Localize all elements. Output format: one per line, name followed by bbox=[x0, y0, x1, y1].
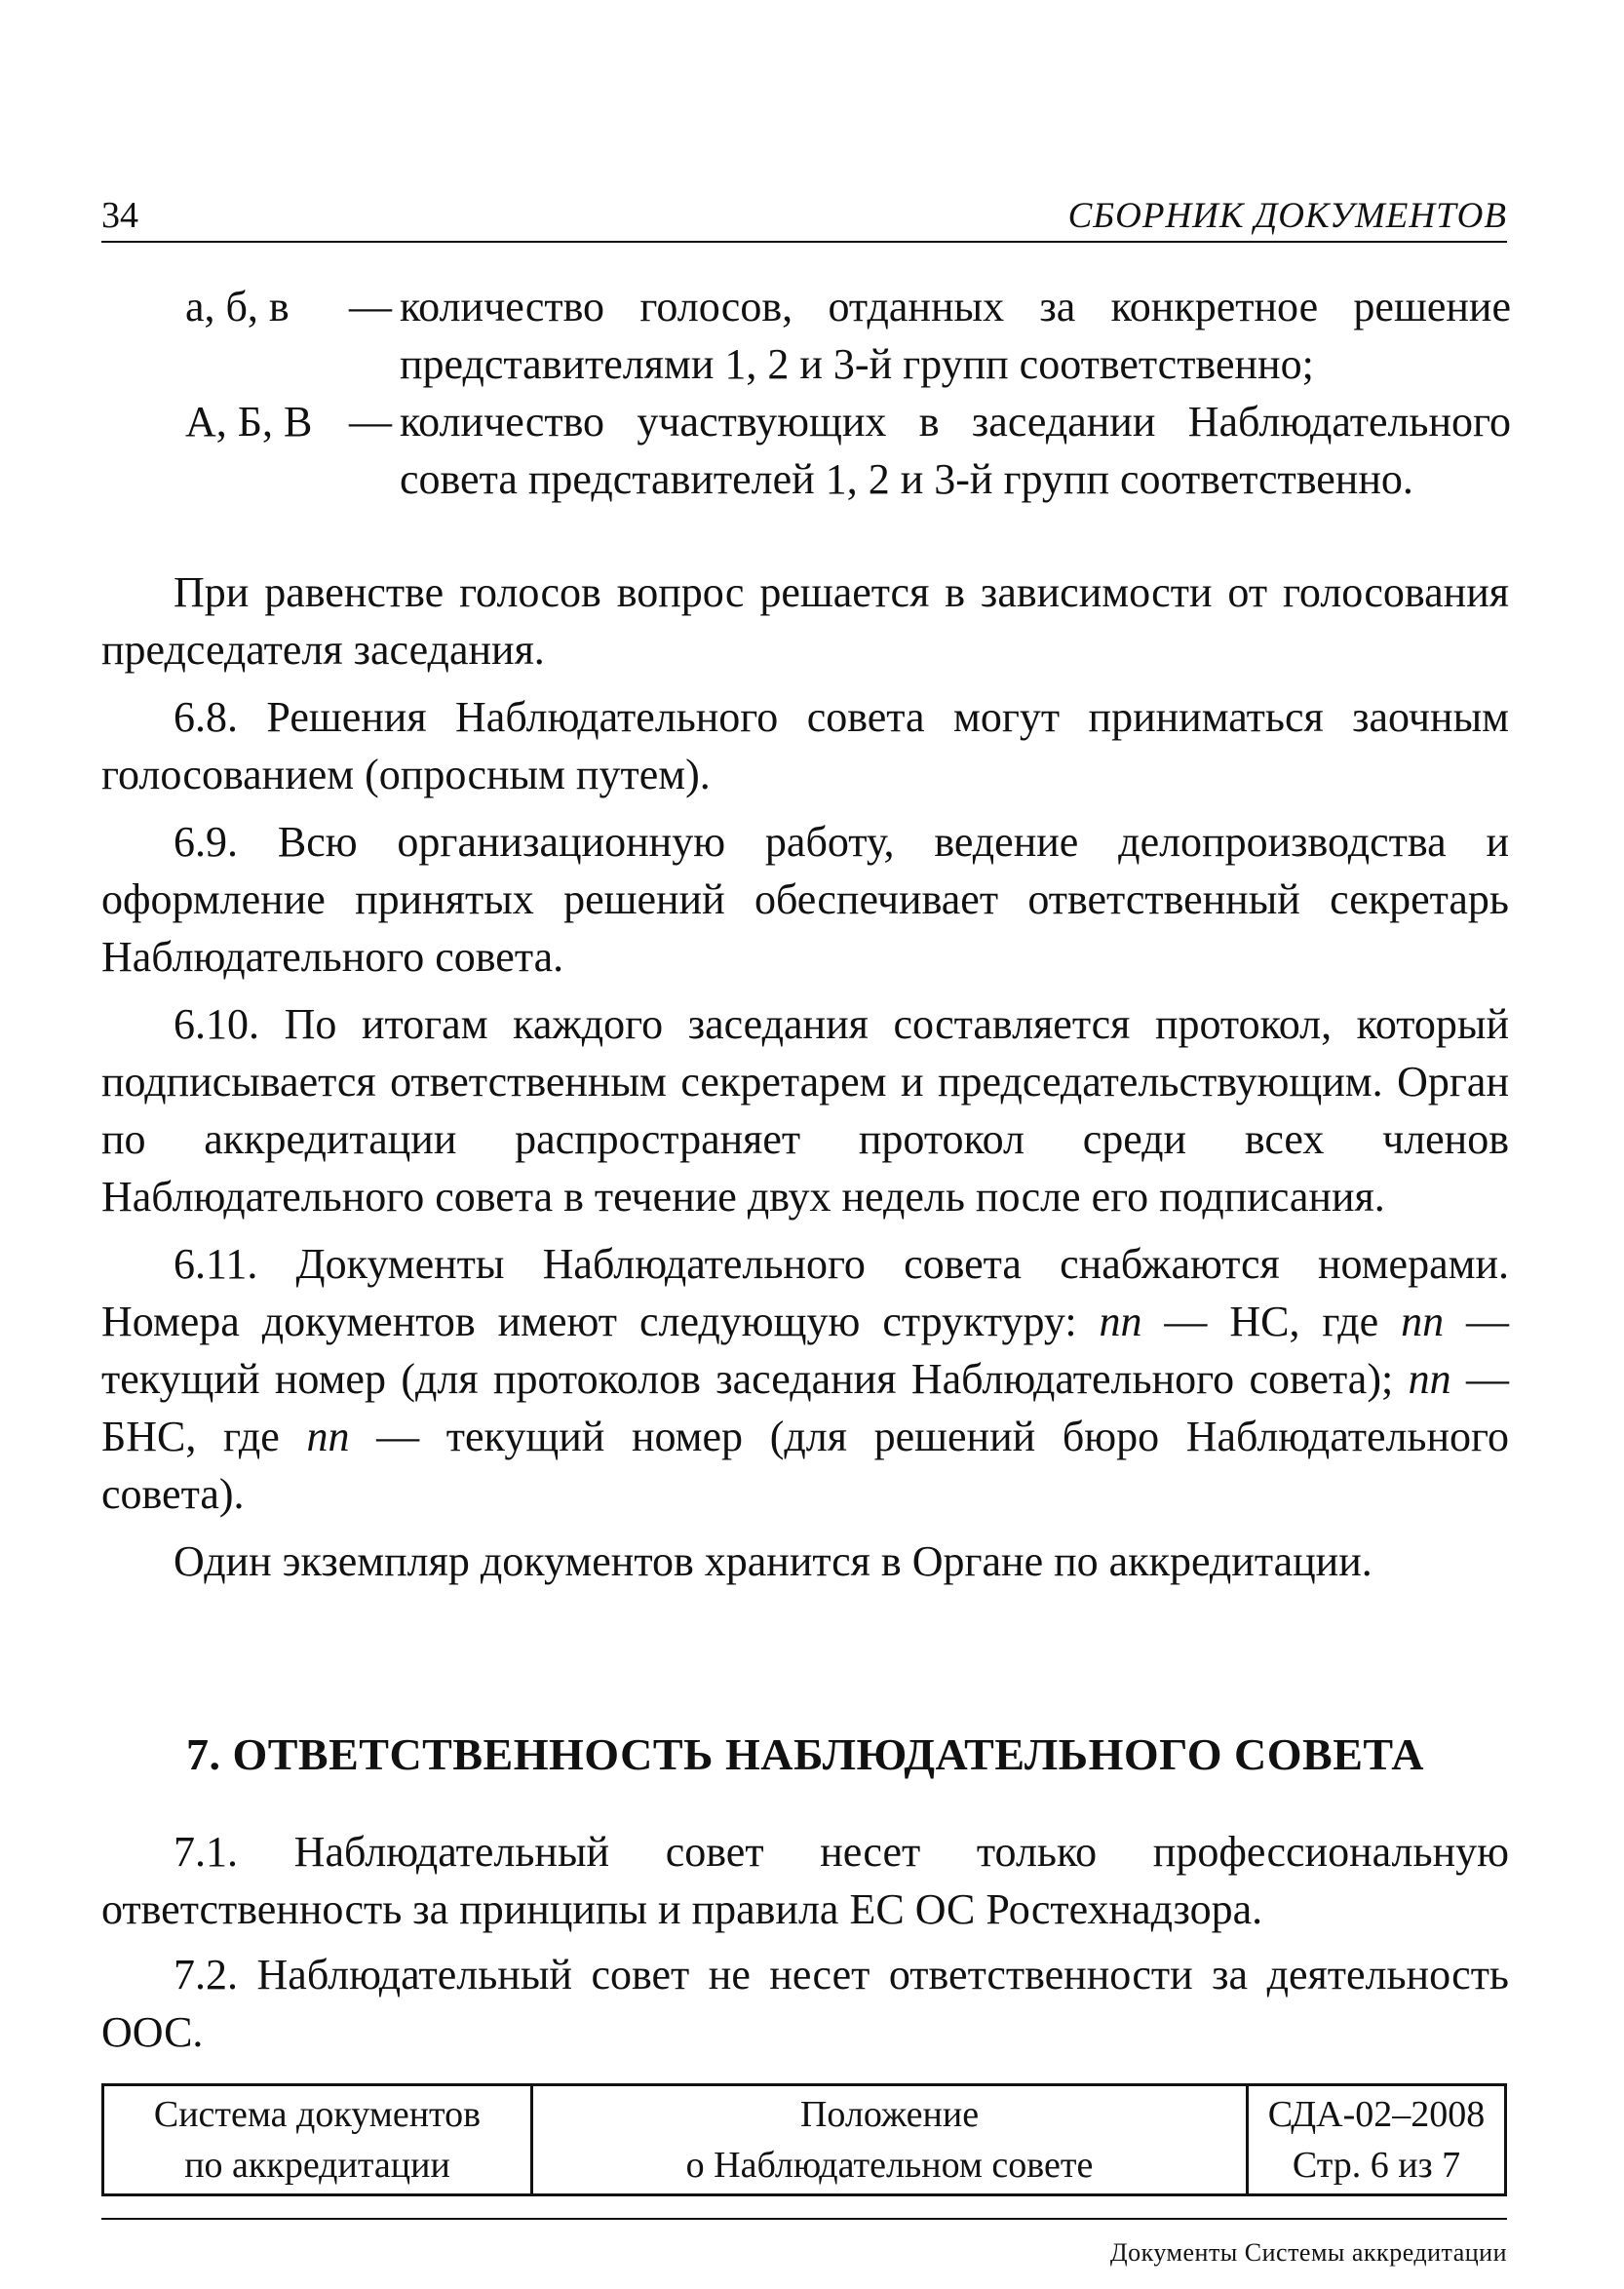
definition-text: количество участвующих в заседании Наблюдательного совета представителей 1, 2 и 3-й групп соответственно. bbox=[400, 398, 1511, 503]
paragraph-6-10: 6.10. По итогам каждого заседания составляется протокол, который подписывается ответственным секретарем и председательствующим. Орган по аккредитации распространяет протокол среди всех членов Наблюдательного совета в течение двух недель после его подписания. bbox=[101, 1000, 1509, 1221]
paragraph-copy-storage: Один экземпляр документов хранится в Органе по аккредитации. bbox=[174, 1537, 1373, 1585]
section-body bbox=[101, 1823, 1509, 2069]
definition-term: а, б, в bbox=[185, 283, 290, 330]
stamp-text: о Наблюдательном совете bbox=[685, 2145, 1094, 2186]
paragraph-7-2: 7.2. Наблюдательный совет не несет ответственности за деятельность ООС. bbox=[101, 1951, 1509, 2056]
italic-nn: пп bbox=[1099, 1298, 1142, 1345]
stamp-system-cell bbox=[104, 2086, 533, 2193]
definition-term: А, Б, В bbox=[185, 398, 313, 446]
section-heading: 7. ОТВЕТСТВЕННОСТЬ НАБЛЮДАТЕЛЬНОГО СОВЕТА bbox=[185, 1729, 1425, 1779]
header-rule bbox=[101, 241, 1507, 243]
text-run: — НС, где bbox=[1141, 1298, 1402, 1345]
text-run: — текущий номер (для решений бюро Наблюдательного совета). bbox=[101, 1413, 1509, 1518]
text-run: — текущий номер (для протоколов заседания Наблюдательного совета); bbox=[101, 1298, 1510, 1403]
running-header bbox=[101, 190, 1507, 243]
paragraph-7-1: 7.1. Наблюдательный совет несет только профессиональную ответственность за принципы и правила ЕС ОС Ростехнадзора. bbox=[101, 1828, 1509, 1933]
stamp-code-cell bbox=[1249, 2086, 1504, 2193]
page-footer: Документы Системы аккредитации bbox=[1109, 2238, 1507, 2267]
italic-nn: пп bbox=[1401, 1298, 1445, 1345]
text-run: — БНС, где bbox=[101, 1355, 1509, 1460]
stamp-text: Стр. 6 из 7 bbox=[1292, 2145, 1461, 2186]
stamp-text: СДА-02–2008 bbox=[1267, 2094, 1486, 2135]
paragraph-6-11 bbox=[101, 1235, 1509, 1523]
stamp-title-cell bbox=[533, 2086, 1249, 2193]
paragraph-tie-vote: При равенстве голосов вопрос решается в зависимости от голосования председателя заседания. bbox=[101, 568, 1509, 674]
running-title: СБОРНИК ДОКУМЕНТОВ bbox=[1067, 196, 1507, 236]
document-stamp-table bbox=[101, 2083, 1507, 2196]
italic-nn: пп bbox=[1408, 1355, 1451, 1403]
footer-rule bbox=[101, 2218, 1507, 2220]
body-text bbox=[101, 563, 1509, 1600]
paragraph-6-9: 6.9. Всю организационную работу, ведение делопроизводства и оформление принятых решений обеспечивает ответственный секретарь Наблюдательного совета. bbox=[101, 818, 1509, 981]
text-run: 6.11. Документы Наблюдательного совета снабжаются номерами. Номера документов имеют следующую структуру: bbox=[101, 1240, 1509, 1345]
stamp-text: Положение bbox=[799, 2094, 980, 2135]
stamp-text: по аккредитации bbox=[184, 2145, 450, 2186]
definition-item bbox=[185, 278, 1511, 393]
page-number: 34 bbox=[101, 195, 138, 236]
definition-dash: — bbox=[349, 283, 392, 330]
definition-dash: — bbox=[349, 398, 392, 446]
paragraph-6-8: 6.8. Решения Наблюдательного совета могут приниматься заочным голосованием (опросным путем). bbox=[101, 693, 1509, 798]
definition-item bbox=[185, 393, 1511, 508]
italic-nn: пп bbox=[306, 1413, 350, 1460]
definition-text: количество голосов, отданных за конкретное решение представителями 1, 2 и 3-й групп соответственно; bbox=[400, 283, 1511, 388]
definitions-list bbox=[185, 278, 1511, 508]
stamp-text: Система документов bbox=[153, 2094, 482, 2135]
